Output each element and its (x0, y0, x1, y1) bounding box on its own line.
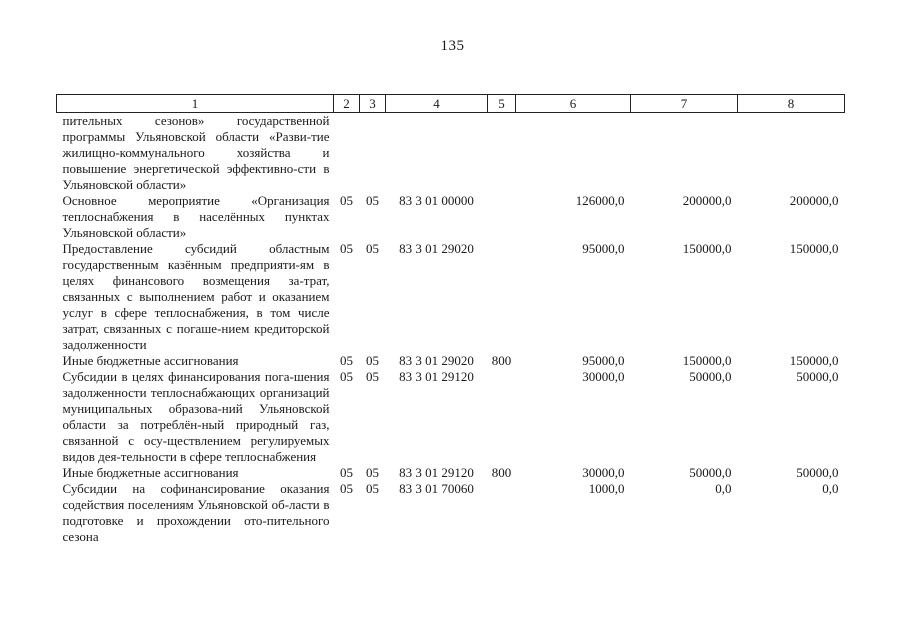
col-header-pr: 3 (360, 95, 386, 113)
row-year3-value: 150000,0 (789, 241, 839, 256)
row-year3-value: 50000,0 (796, 465, 839, 480)
row-year3-value: 150000,0 (789, 353, 839, 368)
row-rz: 05 (340, 353, 353, 368)
row-name: Субсидии на софинансирование оказания содействия поселениям Ульяновской об-ласти в подготовке и прохождении ото-пительного сезона (62, 481, 330, 544)
table-row (57, 353, 845, 369)
col-header-year1: 6 (516, 95, 631, 113)
row-rz (334, 113, 360, 194)
row-year2-value: 50000,0 (689, 465, 732, 480)
row-year2-value: 150000,0 (682, 241, 732, 256)
row-rz: 05 (340, 193, 353, 208)
table-row (57, 369, 845, 465)
row-name: пительных сезонов» государственной программы Ульяновской области «Разви-тие жилищно-коммунального хозяйства и повышение энергетической эффективно-сти в Ульяновской области» (62, 113, 330, 192)
row-year3-value: 50000,0 (796, 369, 839, 384)
row-vr (488, 193, 516, 241)
row-name: Предоставление субсидий областным государственным казённым предприяти-ям в целях финансового возмещения за-трат, связанных с выполнением работ и оказанием услуг в сфере теплоснабжения, в том числе затрат, связанных с погаше-нием кредиторской задолженности (62, 241, 330, 352)
row-year2-value: 150000,0 (682, 353, 732, 368)
row-csr: 83 3 01 29120 (399, 465, 474, 480)
row-year2-value: 50000,0 (689, 369, 732, 384)
row-year1-value: 126000,0 (575, 193, 625, 208)
table-row (57, 241, 845, 353)
row-pr: 05 (366, 369, 379, 384)
col-header-name: 1 (57, 95, 334, 113)
row-vr (488, 481, 516, 545)
row-pr: 05 (366, 193, 379, 208)
table-row (57, 193, 845, 241)
row-name: Иные бюджетные ассигнования (62, 353, 239, 368)
row-year1-value: 30000,0 (582, 369, 625, 384)
row-rz: 05 (340, 241, 353, 256)
row-year1-value: 95000,0 (582, 353, 625, 368)
row-csr (386, 113, 488, 194)
row-year1-value (516, 113, 631, 194)
row-pr: 05 (366, 241, 379, 256)
row-year2-value: 200000,0 (682, 193, 732, 208)
col-header-vr: 5 (488, 95, 516, 113)
row-name: Иные бюджетные ассигнования (62, 465, 239, 480)
row-csr: 83 3 01 29020 (399, 353, 474, 368)
row-name: Основное мероприятие «Организация теплоснабжения в населённых пунктах Ульяновской области» (62, 193, 330, 240)
row-name: Субсидии в целях финансирования пога-шения задолженности теплоснабжающих организаций муниципальных образова-ний Ульяновской области за потреблён-ный природный газ, связанной с осу-ществлением регулируемых видов дея-тельности в сфере теплоснабжения (62, 369, 330, 464)
table-header-row (57, 95, 845, 113)
col-header-csr: 4 (386, 95, 488, 113)
table-row (57, 465, 845, 481)
row-vr: 800 (491, 353, 512, 368)
row-csr: 83 3 01 70060 (399, 481, 474, 496)
row-vr (488, 241, 516, 353)
row-year3-value: 200000,0 (789, 193, 839, 208)
row-csr: 83 3 01 29120 (399, 369, 474, 384)
row-vr: 800 (491, 465, 512, 480)
page-number: 135 (440, 38, 465, 54)
row-year1-value: 95000,0 (582, 241, 625, 256)
row-vr (488, 113, 516, 194)
row-year1-value: 1000,0 (588, 481, 625, 496)
row-pr: 05 (366, 481, 379, 496)
row-year3-value: 0,0 (822, 481, 839, 496)
row-pr (360, 113, 386, 194)
row-csr: 83 3 01 29020 (399, 241, 474, 256)
budget-table (56, 94, 845, 545)
col-header-rz: 2 (334, 95, 360, 113)
row-rz: 05 (340, 481, 353, 496)
col-header-year2: 7 (631, 95, 738, 113)
row-year1-value: 30000,0 (582, 465, 625, 480)
row-year3-value (738, 113, 845, 194)
table-row (57, 113, 845, 194)
row-pr: 05 (366, 465, 379, 480)
col-header-year3: 8 (738, 95, 845, 113)
table-row (57, 481, 845, 545)
row-csr: 83 3 01 00000 (399, 193, 474, 208)
row-vr (488, 369, 516, 465)
row-rz: 05 (340, 369, 353, 384)
row-year2-value (631, 113, 738, 194)
row-pr: 05 (366, 353, 379, 368)
row-year2-value: 0,0 (715, 481, 732, 496)
row-rz: 05 (340, 465, 353, 480)
